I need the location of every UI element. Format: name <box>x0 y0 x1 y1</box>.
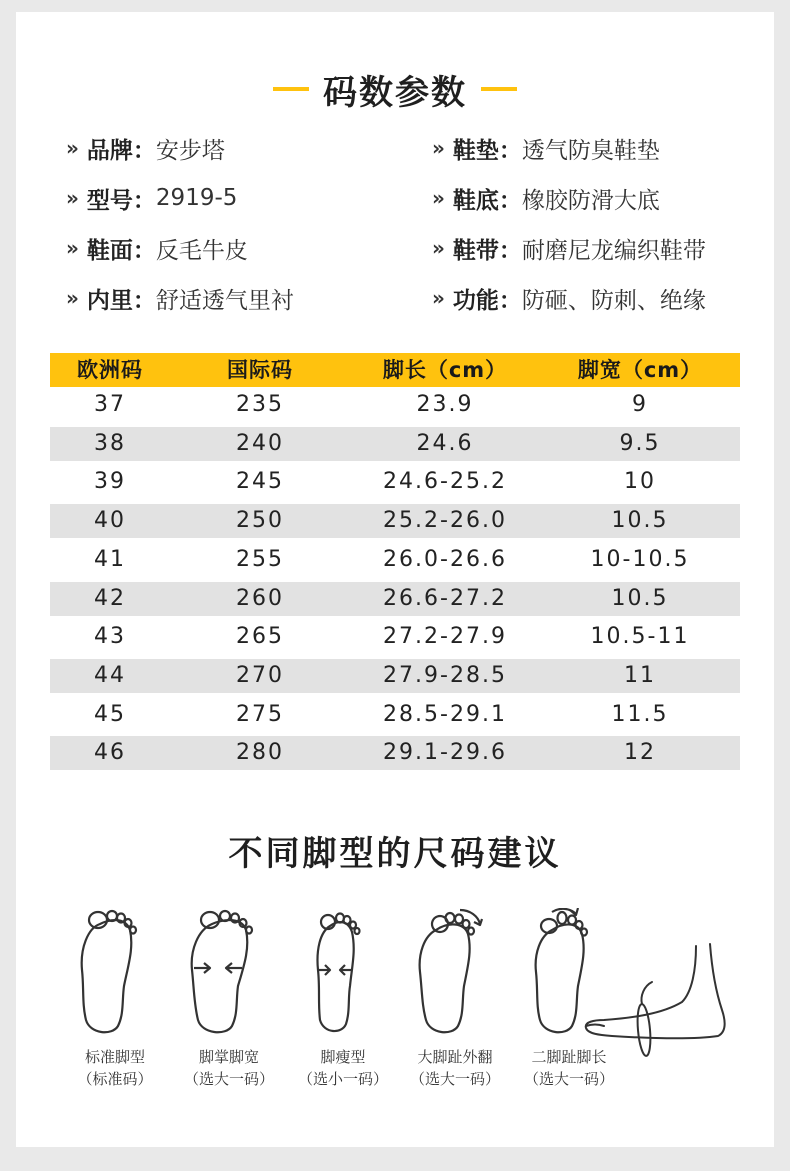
cell-intl-size: 255 <box>236 546 284 572</box>
foot-type-advice: （选大一码） <box>523 1070 614 1088</box>
header-foot-length: 脚长（cm） <box>382 358 508 382</box>
param-row <box>66 228 766 268</box>
foot-type-bunion <box>400 908 510 1108</box>
table-row <box>50 582 740 616</box>
cell-eu-size: 41 <box>94 546 126 572</box>
title-bar-left <box>273 87 309 91</box>
foot-type-title: 不同脚型的尺码建议 <box>228 834 562 874</box>
cell-intl-size: 275 <box>236 701 284 727</box>
table-row <box>50 465 740 499</box>
chevron-right-icon: » <box>432 236 445 260</box>
section-title-size-params <box>16 64 774 114</box>
chevron-right-icon: » <box>432 136 445 160</box>
cell-eu-size: 45 <box>94 701 126 727</box>
cell-foot-length: 28.5-29.1 <box>383 701 507 727</box>
thin-foot-icon <box>288 908 398 1043</box>
table-row <box>50 504 740 538</box>
param-brand: » 品牌： 安步塔 <box>66 136 225 164</box>
table-row <box>50 698 740 732</box>
cell-intl-size: 265 <box>236 624 284 650</box>
bunion-foot-icon <box>400 908 510 1043</box>
chevron-right-icon: » <box>66 136 79 160</box>
foot-type-name: 标准脚型 <box>84 1048 145 1066</box>
param-row <box>66 278 766 318</box>
foot-type-wide <box>174 908 284 1108</box>
foot-type-advice: （选小一码） <box>297 1070 388 1088</box>
chevron-right-icon: » <box>66 236 79 260</box>
table-row <box>50 659 740 693</box>
param-row <box>66 178 766 218</box>
cell-foot-width: 10-10.5 <box>590 546 690 572</box>
foot-type-standard <box>60 908 170 1108</box>
cell-eu-size: 37 <box>94 392 126 417</box>
foot-type-advice: （标准码） <box>77 1070 153 1088</box>
cell-foot-width: 10 <box>624 469 656 495</box>
table-row <box>50 543 740 577</box>
foot-type-name: 脚瘦型 <box>320 1048 366 1066</box>
foot-type-advice: （选大一码） <box>183 1070 274 1088</box>
table-row <box>50 388 740 422</box>
cell-eu-size: 38 <box>94 430 126 456</box>
param-row <box>66 128 766 168</box>
cell-foot-width: 10.5-11 <box>590 624 690 650</box>
standard-foot-icon <box>60 908 170 1043</box>
cell-foot-width: 12 <box>624 740 656 766</box>
cell-intl-size: 270 <box>236 662 284 688</box>
foot-type-name: 脚掌脚宽 <box>198 1048 259 1066</box>
side-foot-illustration <box>582 940 752 1064</box>
cell-foot-length: 23.9 <box>416 392 474 417</box>
cell-foot-length: 24.6 <box>416 430 474 456</box>
header-eu-size: 欧洲码 <box>77 358 143 382</box>
cell-foot-length: 27.2-27.9 <box>383 624 507 650</box>
cell-foot-length: 26.0-26.6 <box>383 546 507 572</box>
cell-eu-size: 39 <box>94 469 126 495</box>
side-foot-icon <box>582 940 752 1060</box>
cell-intl-size: 260 <box>236 585 284 611</box>
cell-foot-width: 11.5 <box>611 701 669 727</box>
chevron-right-icon: » <box>432 286 445 310</box>
cell-foot-width: 10.5 <box>611 585 669 611</box>
foot-type-name: 大脚趾外翻 <box>417 1048 493 1066</box>
table-row <box>50 736 740 770</box>
cell-foot-width: 9 <box>632 392 648 417</box>
foot-type-advice: （选大一码） <box>409 1070 500 1088</box>
chevron-right-icon: » <box>432 186 445 210</box>
cell-eu-size: 42 <box>94 585 126 611</box>
cell-intl-size: 245 <box>236 469 284 495</box>
table-row <box>50 427 740 461</box>
cell-foot-length: 26.6-27.2 <box>383 585 507 611</box>
header-intl-size: 国际码 <box>227 358 293 382</box>
foot-type-thin <box>288 908 398 1108</box>
header-foot-width: 脚宽（cm） <box>577 358 703 382</box>
cell-eu-size: 40 <box>94 508 126 534</box>
param-model: » 型号： 2919-5 <box>66 185 238 214</box>
cell-intl-size: 235 <box>236 392 284 417</box>
param-laces: » 鞋带： 耐磨尼龙编织鞋带 <box>432 236 706 264</box>
param-upper: » 鞋面： 反毛牛皮 <box>66 236 248 264</box>
cell-foot-length: 25.2-26.0 <box>383 508 507 534</box>
param-function: » 功能： 防砸、防刺、绝缘 <box>432 286 706 314</box>
cell-eu-size: 44 <box>94 662 126 688</box>
cell-foot-width: 10.5 <box>611 508 669 534</box>
cell-foot-width: 9.5 <box>619 430 661 456</box>
cell-foot-width: 11 <box>624 662 656 688</box>
foot-type-name: 二脚趾脚长 <box>531 1048 607 1066</box>
table-row <box>50 620 740 654</box>
cell-intl-size: 250 <box>236 508 284 534</box>
cell-foot-length: 27.9-28.5 <box>383 662 507 688</box>
cell-foot-length: 24.6-25.2 <box>383 469 507 495</box>
cell-eu-size: 46 <box>94 740 126 766</box>
param-insole: » 鞋垫： 透气防臭鞋垫 <box>432 136 660 164</box>
size-info-card <box>16 12 774 1147</box>
cell-eu-size: 43 <box>94 624 126 650</box>
cell-intl-size: 240 <box>236 430 284 456</box>
cell-foot-length: 29.1-29.6 <box>383 740 507 766</box>
param-outsole: » 鞋底： 橡胶防滑大底 <box>432 186 660 214</box>
chevron-right-icon: » <box>66 286 79 310</box>
size-table-header <box>50 353 740 387</box>
cell-intl-size: 280 <box>236 740 284 766</box>
size-params-title: 码数参数 <box>323 72 467 113</box>
param-lining: » 内里： 舒适透气里衬 <box>66 286 294 314</box>
title-bar-right <box>481 87 517 91</box>
wide-foot-icon <box>174 908 284 1043</box>
chevron-right-icon: » <box>66 186 79 210</box>
